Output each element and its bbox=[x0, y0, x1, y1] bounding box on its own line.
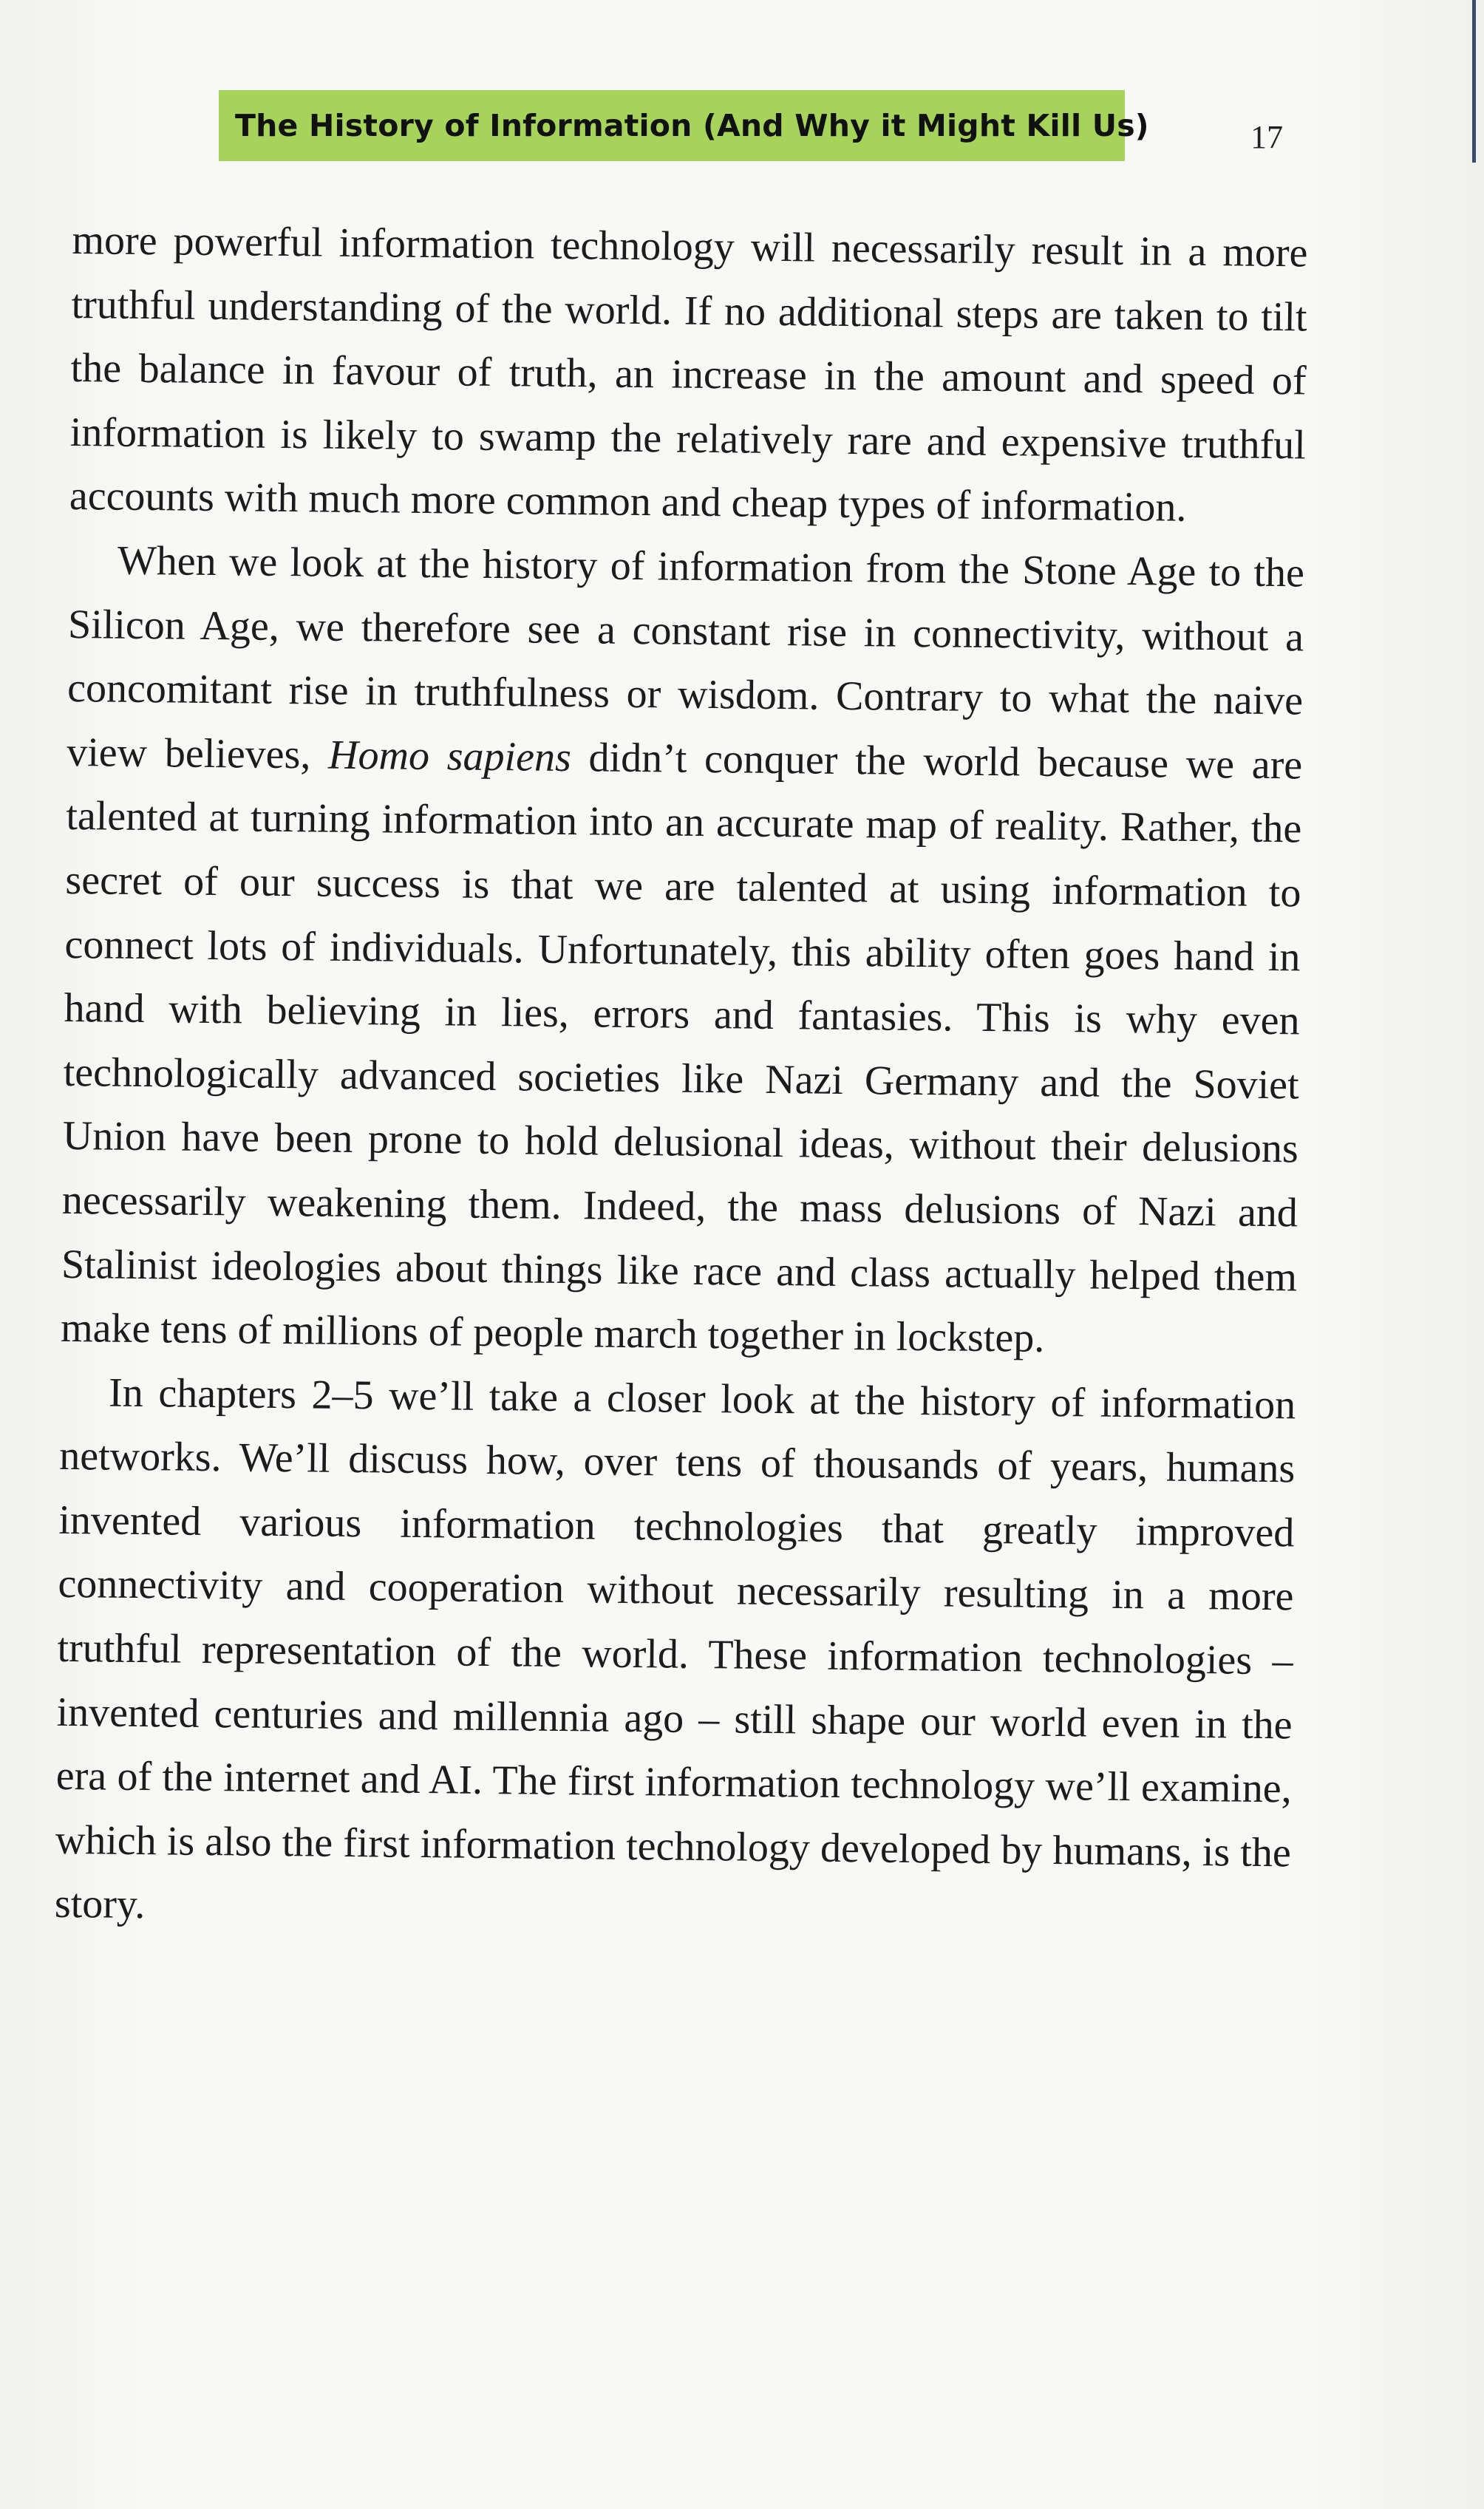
italic-term: Homo sapiens bbox=[327, 732, 572, 780]
paragraph-1: more powerful information technology will necessarily result in a more truthful understanding of the world. If no additional steps are taken to tilt the balance in favour of truth, an increase in the amount and speed of information is likely to swamp the relatively rare and expensive truthful accounts with much more common and cheap types of information. bbox=[69, 217, 1308, 531]
paragraph-2-part-1: When we look at the history of information from the Stone Age to the Silicon Age, we therefore see a constant rise in connectivity, without a concomitant rise in truthfulness or wisdom. Contrary to what the naive view believes, bbox=[66, 537, 1305, 778]
paragraph-2 bbox=[61, 528, 1305, 1373]
paragraph-2-part-2: didn’t conquer the world because we are talented at turning information into an accurate map of reality. Rather, the secret of our success is that we are talented at using information to connect lots of individuals. Unfortunately, this ability often goes hand in hand with believing in lies, errors and fantasies. This is why even technologically advanced societies like Nazi Germany and the Soviet Union have been prone to hold delusional ideas, without their delusions necessarily weakening them. Indeed, the mass delusions of Nazi and Stalinist ideologies about things like race and class actually helped them make tens of millions of people march together in lockstep. bbox=[60, 734, 1303, 1361]
page-number: 17 bbox=[1250, 119, 1283, 155]
body-text bbox=[55, 208, 1308, 1949]
running-head-highlight bbox=[219, 90, 1149, 161]
running-head-title: The History of Information (And Why it Might Kill Us) bbox=[235, 108, 1149, 143]
paragraph-3: In chapters 2–5 we’ll take a closer look at the history of information networks. We’ll discuss how, over tens of thousands of years, humans invented various information technologies that greatly improved connectivity and cooperation without necessarily resulting in a more truthful representation of the world. These information technologies – invented centuries and millennia ago – still shape our world even in the era of the internet and AI. The first information technology we’ll examine, which is also the first information technology developed by humans, is the story. bbox=[54, 1369, 1296, 1928]
page-edge-line bbox=[1472, 0, 1476, 163]
